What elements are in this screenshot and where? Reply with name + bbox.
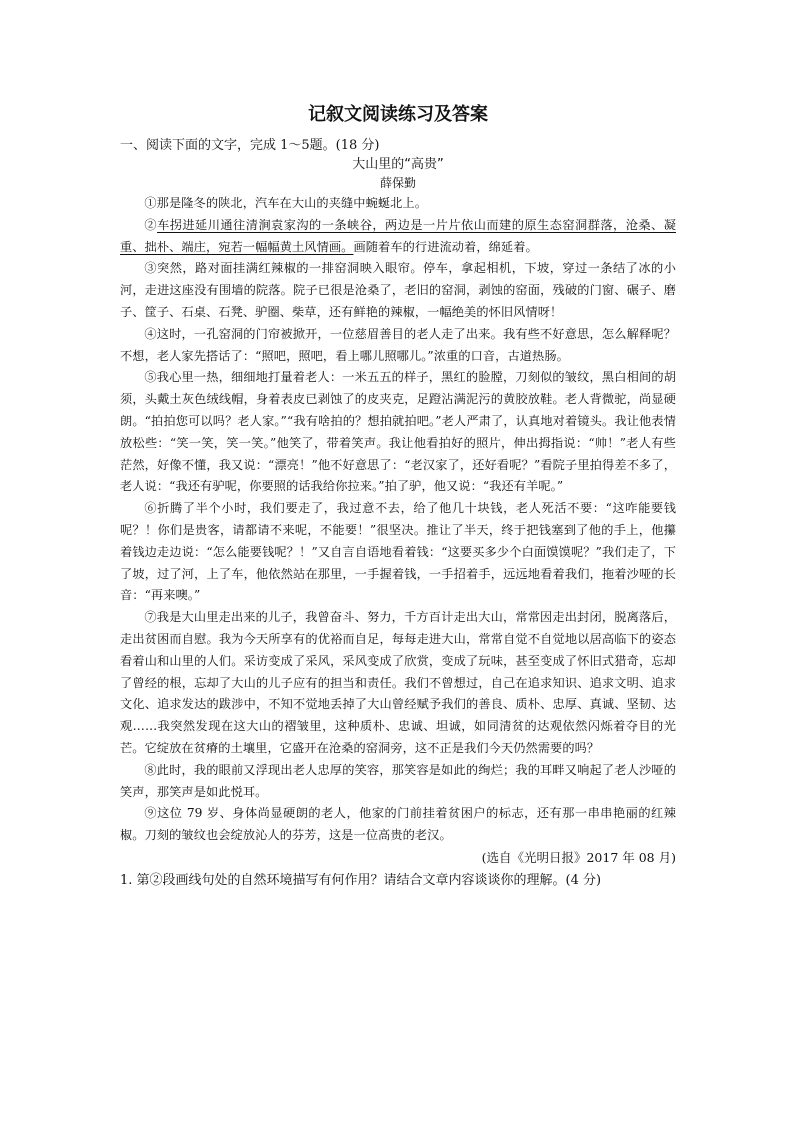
underlined-sentence: 车拐进延川通往清涧袁家沟的一条峡谷，两边是一片片依山而建的原生态窑洞群落，沧桑、凝重、拙朴、端庄，宛若一幅幅黄土风情画。 — [120, 217, 676, 254]
section-instruction: 一、阅读下面的文字，完成 1～5题。(18 分) — [120, 138, 380, 153]
article-title: 大山里的“高贵” — [352, 157, 444, 172]
paragraph-6: ⑥折腾了半个小时，我们要走了，我过意不去，给了他几十块钱，老人死活不要：“这咋能要钱呢？！你们是贵客，请都请不来呢，不能要！”很坚决。推让了半天，终于把钱塞到了他的手上，他攥着钱边走边说：“怎么能要钱呢？！”又自言自语地看着钱：“这要买多少个白面馍馍呢？”我们走了，下了坡，过了河，上了车，他依然站在那里，一手握着钱，一手招着手，远远地看着我们，拖着沙哑的长音：“再来噢。” — [120, 501, 676, 603]
paragraph-7: ⑦我是大山里走出来的儿子，我曾奋斗、努力，千方百计走出大山，常常因走出封闭，脱离落后，走出贫困而自慰。我为今天所享有的优裕而自足，每每走进大山，常常自觉不自觉地以居高临下的姿态看着山和山里的人们。采访变成了采风，采风变成了欣赏，变成了玩味，甚至变成了怀旧式猎奇，忘却了曾经的根，忘却了大山的儿子应有的担当和责任。我们不曾想过，自己在追求知识、追求文明、追求文化、追求发达的跋涉中，不知不觉地丢掉了大山曾经赋予我们的善良、质朴、忠厚、真诚、坚韧、达观……我突然发现在这大山的褶皱里，这种质朴、忠诚、坦诚，如同清贫的达观依然闪烁着夺目的光芒。它绽放在贫瘠的土壤里，它盛开在沧桑的窑洞旁，这不正是我们今天仍然需要的吗？ — [120, 610, 676, 755]
document-title: 记叙文阅读练习及答案 — [308, 104, 488, 125]
paragraph-3: ③突然，路对面挂满红辣椒的一排窑洞映入眼帘。停车，拿起相机，下坡，穿过一条结了冰的小河，走进这座没有围墙的院落。院子已很是沧桑了，老旧的窑洞，剥蚀的窑面，残破的门窗、碾子、磨子、筐子、石桌、石凳、驴圈、柴草，还有鲜艳的辣椒，一幅绝美的怀旧风情呀！ — [120, 261, 676, 319]
paragraph-8: ⑧此时，我的眼前又浮现出老人忠厚的笑容，那笑容是如此的绚烂；我的耳畔又响起了老人沙哑的笑声，那笑声是如此悦耳。 — [120, 762, 676, 799]
paragraph-4: ④这时，一孔窑洞的门帘被掀开，一位慈眉善目的老人走了出来。我有些不好意思，怎么解释呢？不想，老人家先搭话了：“照吧，照吧，看上哪儿照哪儿。”浓重的口音，古道热肠。 — [120, 326, 676, 363]
paragraph-2-rest: 画随着车的行进流动着，绵延着。 — [353, 239, 538, 254]
paragraph-9: ⑨这位 79 岁、身体尚显硬朗的老人，他家的门前挂着贫困户的标志，还有那一串串艳丽的红辣椒。刀刻的皱纹也会绽放沁人的芬芳，这是一位高贵的老汉。 — [120, 806, 676, 843]
paragraph-1: ①那是隆冬的陕北，汽车在大山的夹缝中蜿蜒北上。 — [144, 196, 428, 210]
document-page — [120, 100, 676, 891]
paragraph-2 — [120, 215, 676, 259]
paragraph-2-number: ② — [144, 217, 158, 232]
article-author: 薛保勤 — [379, 176, 416, 190]
paragraph-5: ⑤我心里一热，细细地打量着老人：一米五五的样子，黑红的脸膛，刀刻似的皱纹，黑白相间的胡须，头戴土灰色绒线帽，身着表皮已剥蚀了的皮夹克，足蹬沾满泥污的黄胶放鞋。老人背微驼，尚显硬朗。“拍拍您可以吗？老人家。”“我有啥拍的？想拍就拍吧。”老人严肃了，认真地对着镜头。我让他表情放松些：“笑一笑，笑一笑。”他笑了，带着笑声。我让他看拍好的照片，伸出拇指说：“帅！”老人有些茫然，好像不懂，我又说：“漂亮！”他不好意思了：“老汉家了，还好看呢？”看院子里拍得差不多了，老人说：“我还有驴呢，你要照的话我给你拉来。”拍了驴，他又说：“我还有羊呢。” — [120, 370, 676, 494]
article-source: (选自《光明日报》2017 年 08 月) — [481, 849, 676, 865]
question-1: 1. 第②段画线句处的自然环境描写有何作用？请结合文章内容谈谈你的理解。(4 分) — [120, 872, 602, 888]
